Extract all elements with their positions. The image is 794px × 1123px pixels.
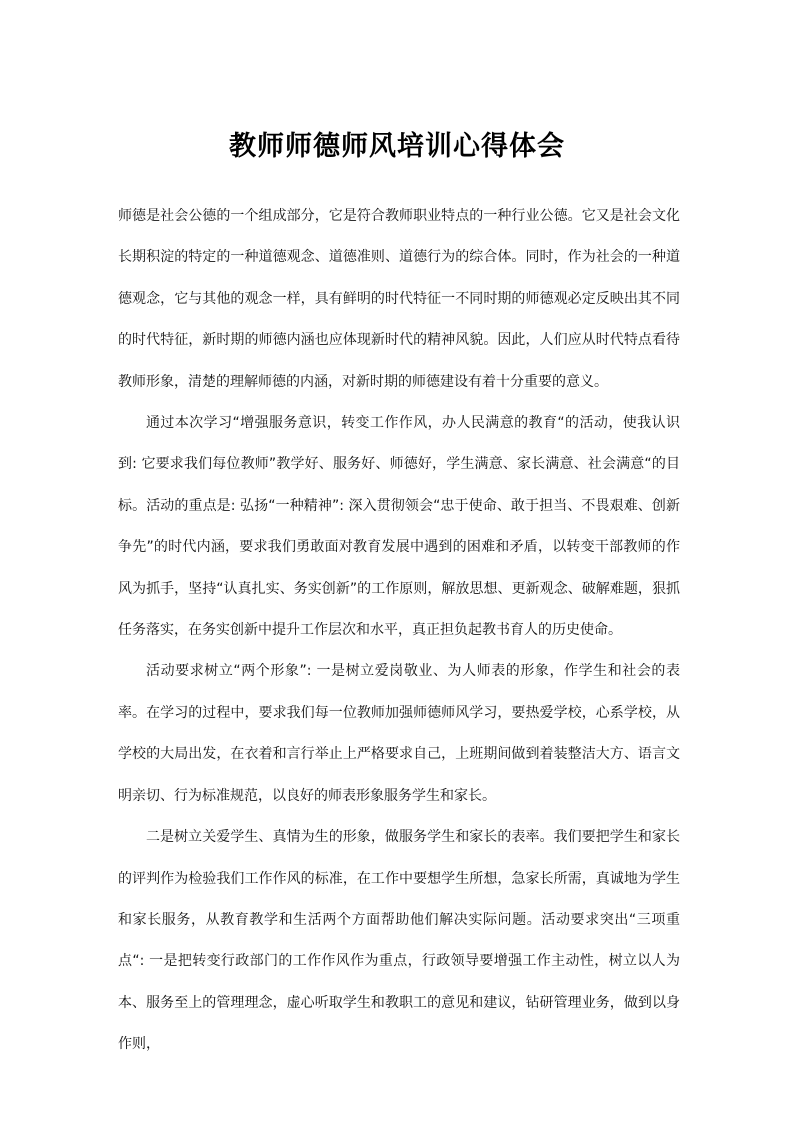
document-body [118, 196, 680, 1066]
paragraph-2: 通过本次学习“增强服务意识，转变工作作风，办人民满意的教育“的活动，使我认识到: 它要求我们每位教师”教学好、服务好、师德好，学生满意、家长满意、社会满意“的目标。活动的重点是: 弘扬“一种精神”: 深入贯彻领会“忠于使命、敢于担当、不畏艰难、创新争先”的时代内涵，要求我们勇敢面对教育发展中遇到的困难和矛盾，以转变干部教师的作风为抓手，坚持“认真扎实、务实创新”的工作原则，解放思想、更新观念、破解难题，狠抓任务落实，在务实创新中提升工作层次和水平，真正担负起教书育人的历史使命。 [118, 415, 680, 639]
paragraph-1: 师德是社会公德的一个组成部分，它是符合教师职业特点的一种行业公德。它又是社会文化长期积淀的特定的一种道德观念、道德准则、道德行为的综合体。同时，作为社会的一种道德观念，它与其他的观念一样，具有鲜明的时代特征一不同时期的师德观必定反映出其不同的时代特征，新时期的师德内涵也应体现新时代的精神风貌。因此，人们应从时代特点看待教师形象，清楚的理解师德的内涵，对新时期的师德建设有着十分重要的意义。 [118, 208, 680, 390]
paragraph-4: 二是树立关爱学生、真情为生的形象，做服务学生和家长的表率。我们要把学生和家长的评判作为检验我们工作作风的标准，在工作中要想学生所想，急家长所需，真诚地为学生和家长服务，从教育教学和生活两个方面帮助他们解决实际问题。活动要求突出“三项重点“: 一是把转变行政部门的工作作风作为重点，行政领导要增强工作主动性，树立以人为本、服务至上的管理理念，虚心听取学生和教职工的意见和建议，钻研管理业务，做到以身作则， [118, 829, 680, 1053]
paragraph-3: 活动要求树立“两个形象”: 一是树立爱岗敬业、为人师表的形象，作学生和社会的表率。在学习的过程中，要求我们每一位教师加强师德师风学习，要热爱学校，心系学校，从学校的大局出发，在衣着和言行举止上严格要求自己，上班期间做到着装整洁大方、语言文明亲切、行为标准规范，以良好的师表形象服务学生和家长。 [118, 663, 680, 804]
document-title: 教师师德师风培训心得体会 [229, 131, 565, 162]
